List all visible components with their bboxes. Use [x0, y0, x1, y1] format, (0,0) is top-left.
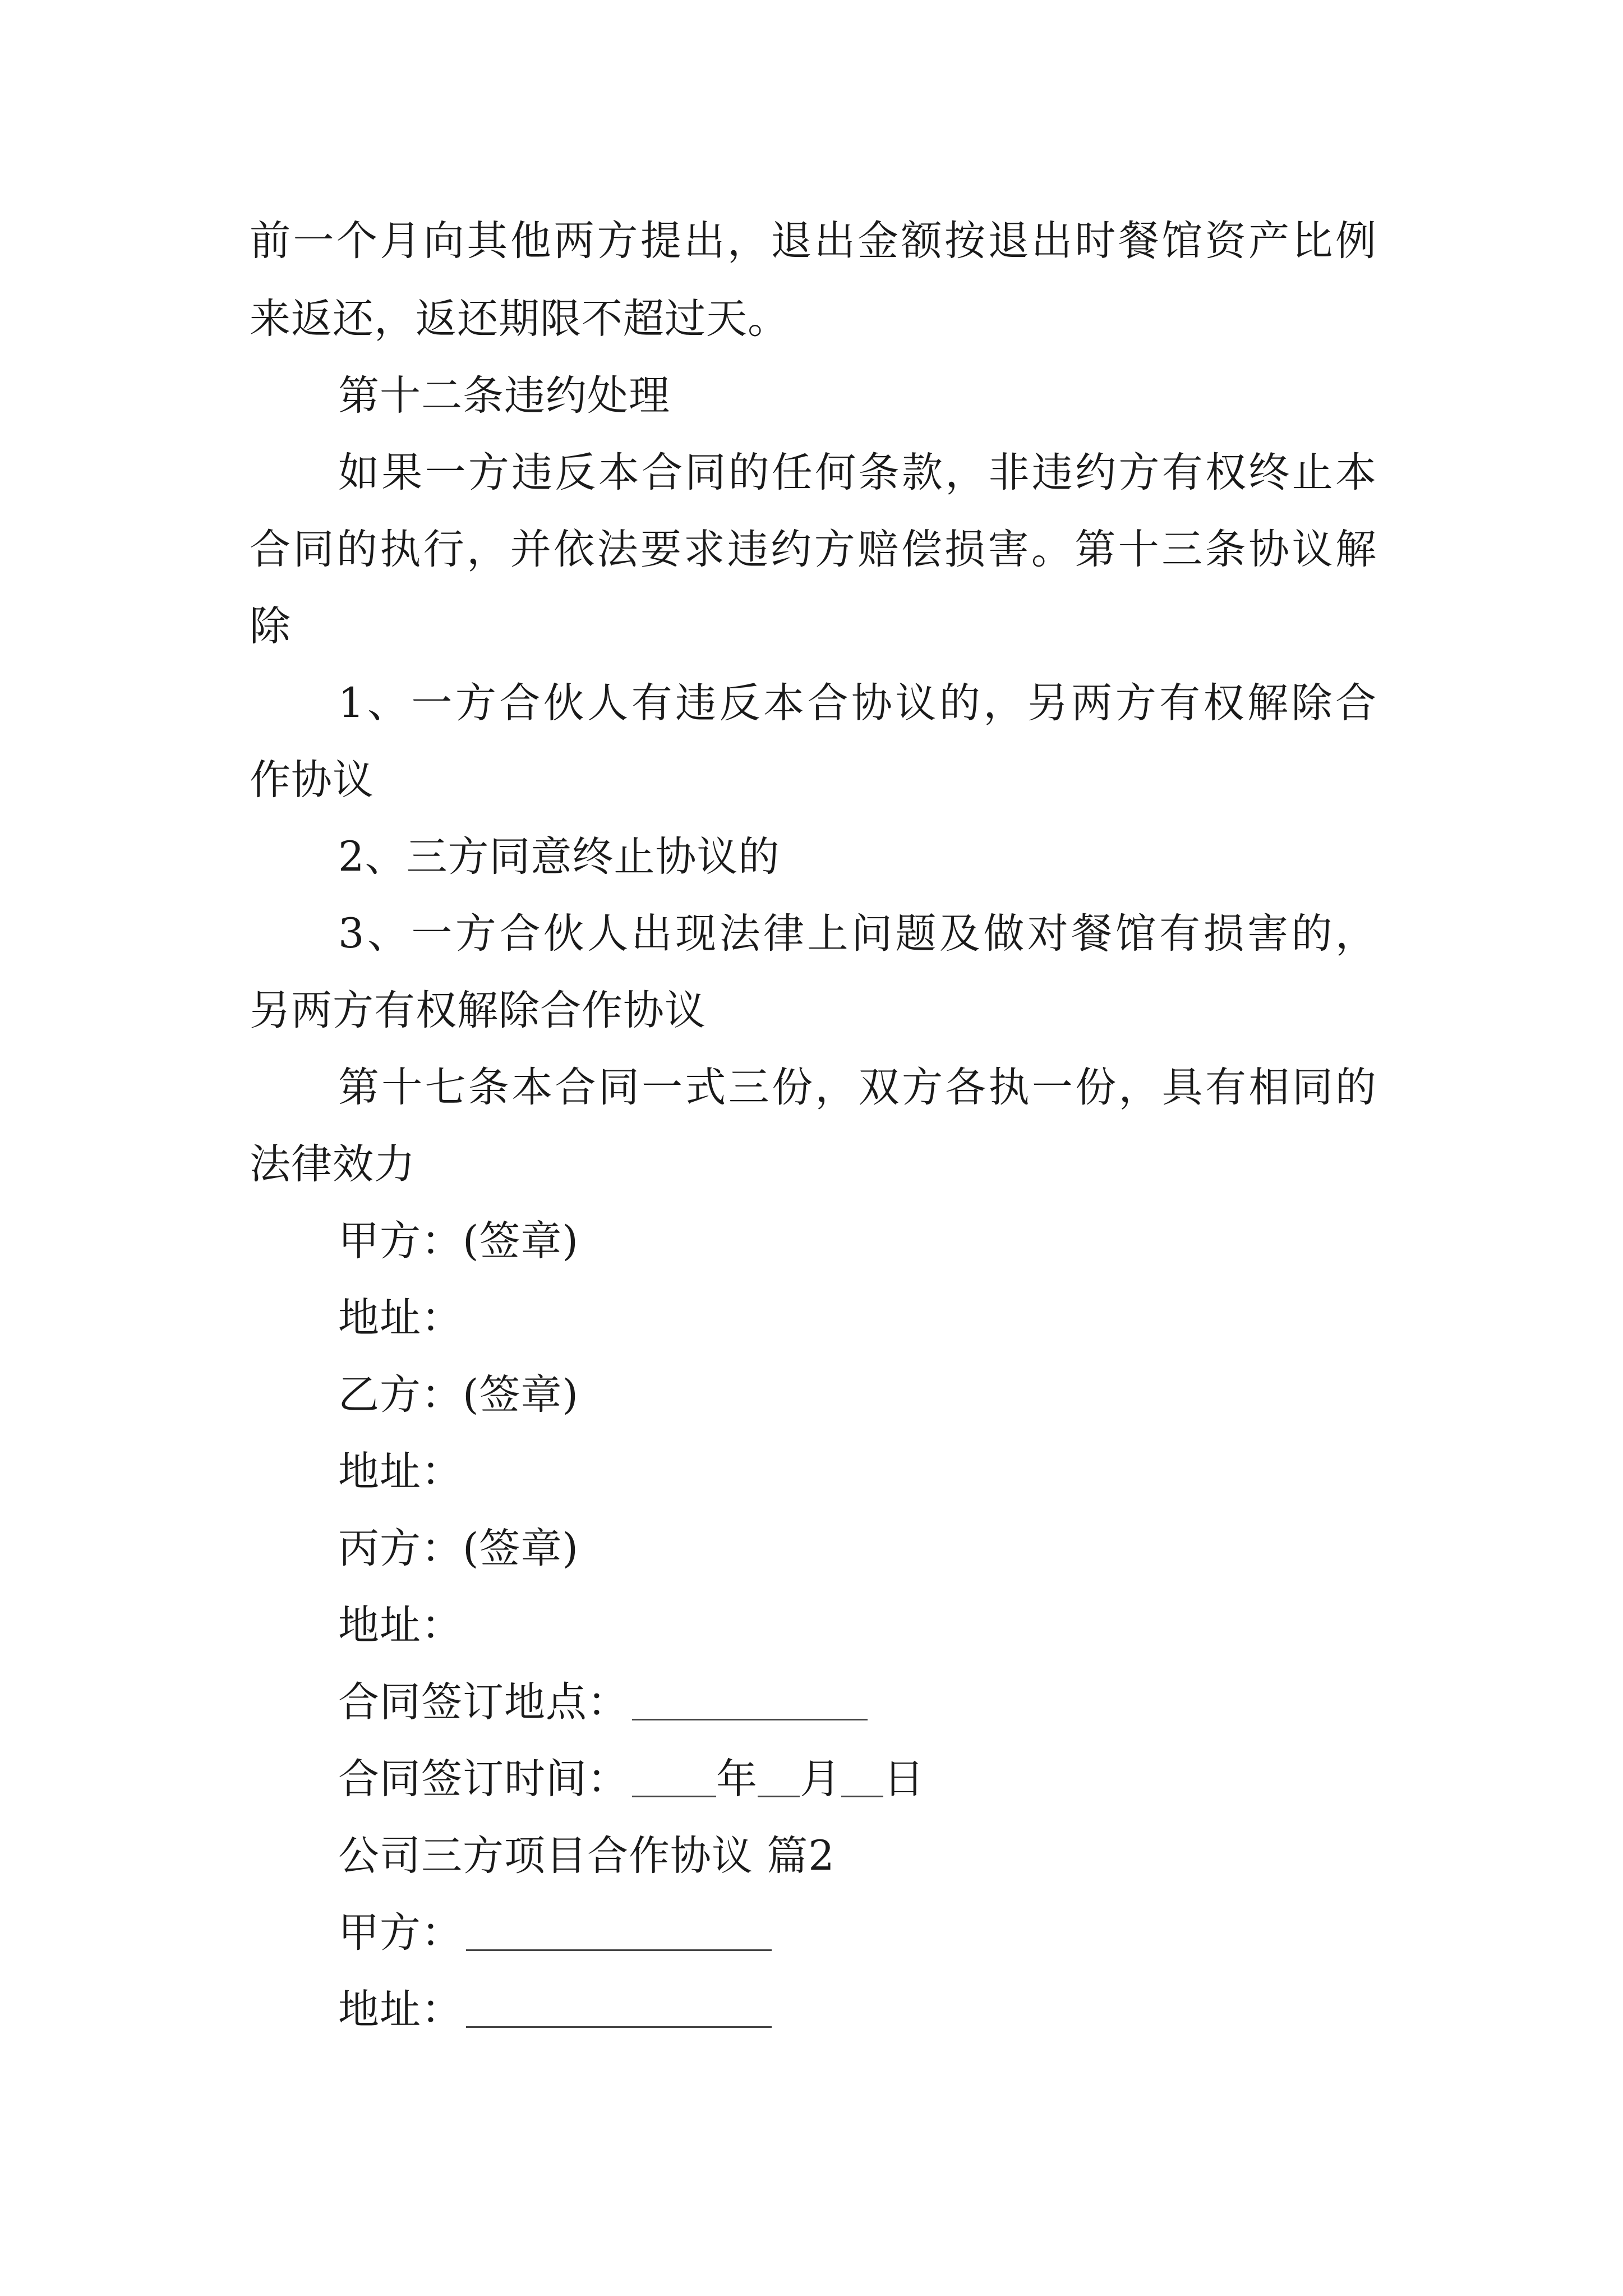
year-char: 年 — [716, 1755, 758, 1803]
month-char: 月 — [800, 1755, 841, 1803]
party-a-address: 地址： — [338, 1294, 463, 1342]
party-c-address: 地址： — [338, 1602, 463, 1649]
body-line-6: 除 — [250, 602, 291, 650]
sign-place-row — [338, 1678, 868, 1726]
clause-1-line-1: 1、一方合伙人有违反本合协议的，另两方有权解除合 — [338, 679, 1377, 727]
section-title: 公司三方项目合作协议 篇2 — [338, 1832, 835, 1880]
article-12-heading: 第十二条违约处理 — [338, 372, 670, 420]
day-char: 日 — [883, 1755, 925, 1803]
body-line-1: 前一个月向其他两方提出，退出金额按退出时餐馆资产比例 — [250, 217, 1377, 265]
address-row — [338, 1986, 772, 2033]
address-label: 地址： — [338, 1986, 463, 2033]
clause-2: 2、三方同意终止协议的 — [338, 833, 780, 881]
sign-time-label: 合同签订时间： — [338, 1755, 629, 1803]
clause-3-line-2: 另两方有权解除合作协议 — [250, 987, 706, 1034]
party-a-row — [338, 1909, 772, 1957]
party-a-blank — [466, 1915, 772, 1951]
body-line-2: 来返还，返还期限不超过天。 — [250, 295, 789, 343]
sign-place-blank — [632, 1684, 868, 1720]
address-blank — [466, 1991, 772, 2028]
party-b-address: 地址： — [338, 1448, 463, 1496]
sign-time-row — [338, 1755, 925, 1803]
article-17-line-2: 法律效力 — [250, 1140, 416, 1188]
party-a-signature: 甲方：(签章) — [338, 1217, 579, 1265]
month-blank — [758, 1761, 800, 1797]
article-17-line-1: 第十七条本合同一式三份，双方各执一份，具有相同的 — [338, 1064, 1377, 1111]
body-line-5: 合同的执行，并依法要求违约方赔偿损害。第十三条协议解 — [250, 526, 1377, 573]
party-c-signature: 丙方：(签章) — [338, 1525, 579, 1572]
year-blank — [632, 1761, 716, 1797]
party-a-label: 甲方： — [338, 1909, 463, 1957]
clause-1-line-2: 作协议 — [250, 756, 374, 804]
clause-3-line-1: 3、一方合伙人出现法律上问题及做对餐馆有损害的， — [338, 910, 1377, 958]
day-blank — [841, 1761, 883, 1797]
sign-place-label: 合同签订地点： — [338, 1678, 629, 1726]
party-b-signature: 乙方：(签章) — [338, 1371, 579, 1419]
body-line-4: 如果一方违反本合同的任何条款，非违约方有权终止本 — [338, 449, 1377, 496]
